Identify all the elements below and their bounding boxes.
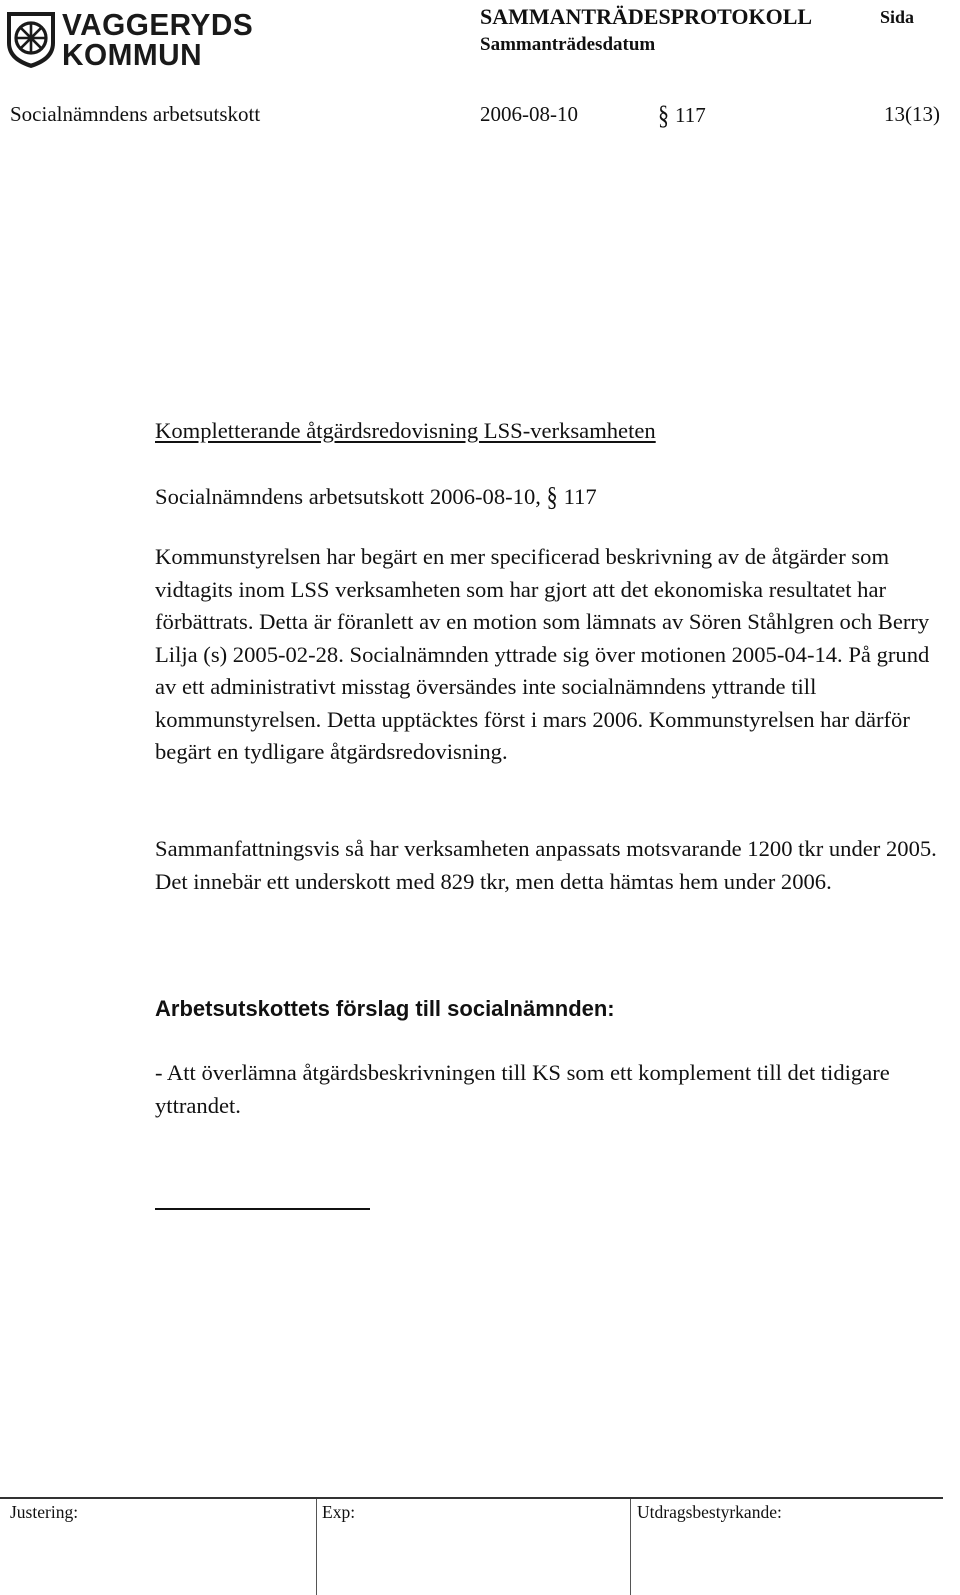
body-paragraph-2: Sammanfattningsvis så har verksamheten anpassats motsvarande 1200 tkr under 2005. Det innebär ett underskott med 829 tkr, men detta hämtas hem under 2006. [155, 836, 937, 894]
paragraph-reference [658, 98, 706, 130]
section-reference [155, 481, 597, 514]
page-label: Sida [880, 7, 915, 27]
body-paragraph-1: Kommunstyrelsen har begärt en mer specificerad beskrivning av de åtgärder som vidtagits inom LSS verksamheten som har gjort att det ekonomiska resultatet har förbättrats. Detta är föranlett av en motion som lämnats av Sören Ståhlgren och Berry Lilja (s) 2005-02-28. Socialnämnden yttrade sig över motionen 2005-04-14. På grund av ett administrativt misstag översändes inte socialnämndens yttrande till kommunstyrelsen. Detta upptäcktes först i mars 2006. Kommunstyrelsen har därför begärt en tydligare åtgärdsredovisning. [155, 544, 930, 764]
footer-signature-box [0, 1497, 943, 1595]
meeting-date: 2006-08-10 [480, 102, 578, 126]
footer-exp-label: Exp: [322, 1502, 356, 1522]
meeting-body: Socialnämndens arbetsutskott [10, 102, 261, 126]
paragraph-number: 117 [675, 103, 706, 127]
reference-paragraph-number: 117 [563, 484, 597, 509]
reference-paragraph-symbol: § [546, 480, 558, 512]
meeting-date-label: Sammanträdesdatum [480, 34, 656, 55]
meeting-meta-row [10, 98, 940, 130]
footer-divider-2 [630, 1499, 631, 1595]
municipality-logo [4, 7, 254, 72]
paragraph-symbol: § [658, 98, 669, 130]
protocol-title: SAMMANTRÄDESPROTOKOLL [480, 4, 813, 29]
proposal-text: - Att överlämna åtgärdsbeskrivningen till KS som ett komplement till det tidigare yttrandet. [155, 1060, 890, 1118]
footer-divider-1 [316, 1499, 317, 1595]
reference-text: Socialnämndens arbetsutskott 2006-08-10, [155, 484, 541, 509]
proposal-heading: Arbetsutskottets förslag till socialnämnden: [155, 996, 615, 1021]
section-title: Kompletterande åtgärdsredovisning LSS-verksamheten [155, 418, 656, 443]
logo-line-2: KOMMUN [62, 37, 203, 72]
coat-of-arms-icon [4, 9, 58, 69]
logo-wordmark [62, 9, 261, 70]
logo-line-1: VAGGERYDS [62, 7, 254, 42]
footer-utdrag-label: Utdragsbestyrkande: [637, 1502, 782, 1522]
page-number: 13(13) [884, 102, 940, 126]
signature-line [155, 1208, 370, 1210]
footer-justering-label: Justering: [10, 1502, 79, 1522]
